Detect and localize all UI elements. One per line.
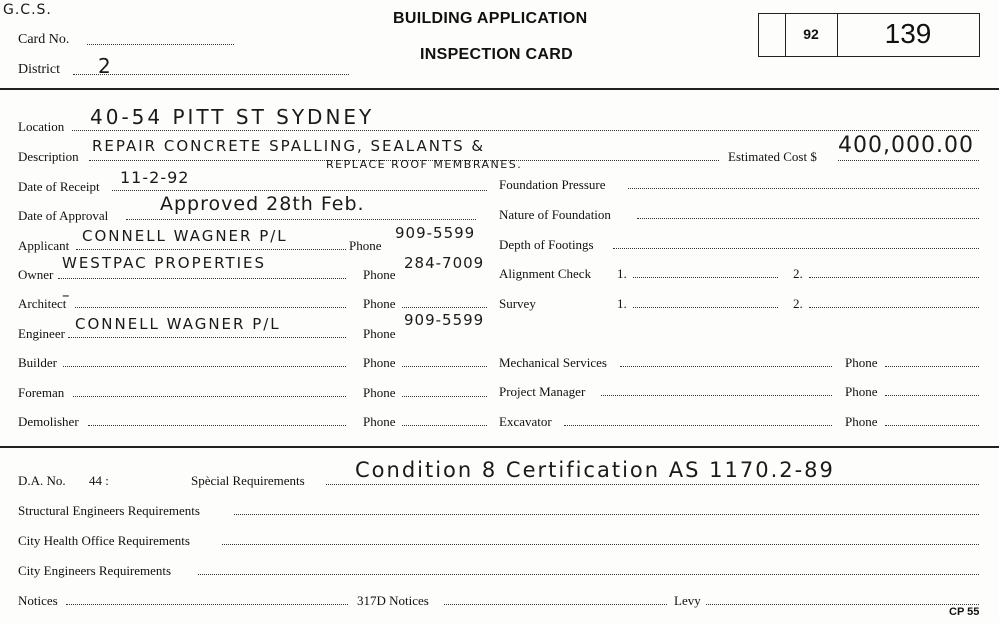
date-of-receipt-value: 11-2-92 [120,168,190,187]
foreman-label: Foreman [18,385,65,400]
district-label: District [18,62,60,77]
architect-phone-line [402,307,487,308]
number-box-blank [758,13,786,57]
foreman-phone-line [402,396,487,397]
notices-line [66,604,348,605]
notices-317d-label: 317D Notices [357,593,429,608]
depth-of-footings-label: Depth of Footings [499,237,594,252]
levy-line [706,604,979,605]
city-health-line [222,544,979,545]
project-manager-phone-line [885,395,979,396]
estimated-cost-value: 400,000.00 [838,133,974,158]
architect-phone-label: Phone [363,296,396,311]
date-of-receipt-line [112,190,487,191]
form-title-line2: INSPECTION CARD [420,46,573,63]
owner-value: WESTPAC PROPERTIES [62,254,267,272]
architect-line [75,307,346,308]
demolisher-line [88,425,346,426]
demolisher-phone-label: Phone [363,414,396,429]
excavator-line [564,425,832,426]
excavator-label: Excavator [499,414,552,429]
owner-phone-label: Phone [363,267,396,282]
project-manager-phone-label: Phone [845,384,878,399]
handwritten-initials: G.C.S. [3,2,52,18]
date-of-approval-label: Date of Approval [18,208,109,223]
description-value-line1: REPAIR CONCRETE SPALLING, SEALANTS & [92,137,486,155]
section-divider [0,446,999,448]
header-divider [0,88,999,90]
foundation-pressure-line [628,188,979,189]
special-requirements-value: Condition 8 Certification AS 1170.2-89 [355,458,835,482]
mechanical-services-phone-label: Phone [845,355,878,370]
location-label: Location [18,119,65,134]
date-of-receipt-label: Date of Receipt [18,179,100,194]
applicant-line [76,249,346,250]
engineer-phone-label: Phone [363,326,396,341]
notices-label: Notices [18,593,58,608]
survey-1-line [633,307,778,308]
city-engineers-line [198,574,979,575]
card-number: 139 [884,18,932,49]
district-value: 2 [98,54,112,78]
applicant-label: Applicant [18,238,70,253]
da-no-value: 44 : [89,473,109,488]
foreman-phone-label: Phone [363,385,396,400]
project-manager-label: Project Manager [499,384,586,399]
owner-phone-value: 284-7009 [404,254,485,272]
alignment-check-2-line [809,277,979,278]
alignment-check-2-label: 2. [793,266,803,281]
builder-line [63,366,346,367]
nature-of-foundation-line [637,218,979,219]
architect-value: – [62,286,71,304]
estimated-cost-label: Estimated Cost $ [728,149,817,164]
alignment-check-1-line [633,277,778,278]
description-value-line2: REPLACE ROOF MEMBRANES. [326,158,523,171]
engineer-line [68,337,346,338]
applicant-value: CONNELL WAGNER P/L [82,227,288,245]
special-requirements-line [326,484,979,485]
foreman-line [73,396,346,397]
city-health-label: City Health Office Requirements [18,533,190,548]
alignment-check-1-label: 1. [617,266,627,281]
special-requirements-label: Spècial Requirements [191,473,305,488]
da-no-label: D.A. No. [18,473,66,488]
demolisher-phone-line [402,425,487,426]
structural-engineers-line [234,514,979,515]
alignment-check-label: Alignment Check [499,266,592,281]
engineer-phone-value: 909-5599 [404,311,485,329]
builder-label: Builder [18,355,57,370]
year-box [785,13,838,57]
district-line [73,74,349,75]
applicant-phone-value: 909-5599 [395,224,476,242]
location-value: 40-54 PITT ST SYDNEY [90,105,375,129]
nature-of-foundation-label: Nature of Foundation [499,207,611,222]
form-code: CP 55 [949,606,980,618]
city-engineers-label: City Engineers Requirements [18,563,172,578]
owner-line [58,278,346,279]
survey-2-line [809,307,979,308]
mechanical-services-line [620,366,832,367]
year-value: 92 [803,26,819,42]
estimated-cost-line [838,160,979,161]
card-no-line [87,44,234,45]
builder-phone-line [402,366,487,367]
card-no-label: Card No. [18,32,70,47]
mechanical-services-phone-line [885,366,979,367]
number-box [837,13,980,57]
structural-engineers-label: Structural Engineers Requirements [18,503,200,518]
description-label: Description [18,149,79,164]
excavator-phone-label: Phone [845,414,878,429]
applicant-phone-label: Phone [349,238,382,253]
depth-of-footings-line [613,248,979,249]
architect-label: Architect [18,296,67,311]
demolisher-label: Demolisher [18,414,79,429]
engineer-label: Engineer [18,326,65,341]
mechanical-services-label: Mechanical Services [499,355,607,370]
foundation-pressure-label: Foundation Pressure [499,177,606,192]
owner-label: Owner [18,267,54,282]
date-of-approval-line [126,219,476,220]
levy-label: Levy [674,593,701,608]
survey-1-label: 1. [617,296,627,311]
date-of-approval-value: Approved 28th Feb. [160,193,365,215]
builder-phone-label: Phone [363,355,396,370]
survey-2-label: 2. [793,296,803,311]
project-manager-line [601,395,832,396]
survey-label: Survey [499,296,536,311]
notices-317d-line [444,604,667,605]
excavator-phone-line [885,425,979,426]
form-title-line1: BUILDING APPLICATION [393,10,588,27]
engineer-value: CONNELL WAGNER P/L [75,315,281,333]
location-line [72,130,979,131]
